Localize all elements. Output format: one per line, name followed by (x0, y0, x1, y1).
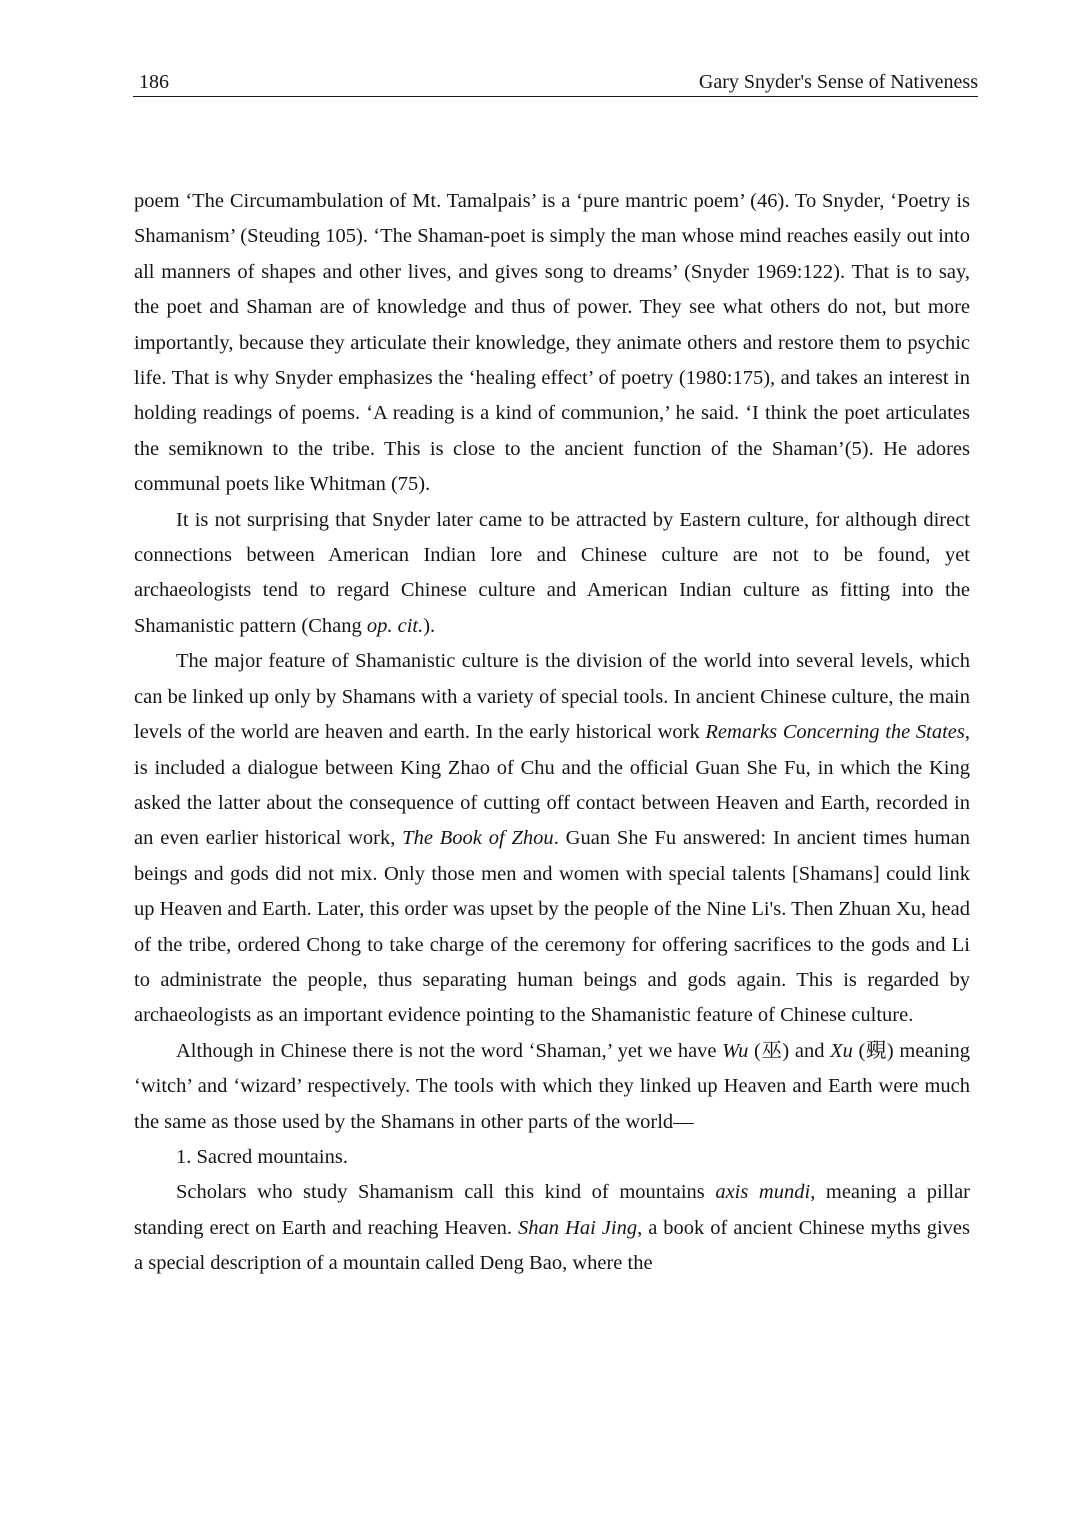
paragraph (134, 184, 970, 503)
text-run: (覡) meaning ‘witch’ and ‘wizard’ respectively. The tools with which they linked up Heaven and Earth were much the same as those used by the Shamans in other parts of the world— (134, 1039, 970, 1133)
text-run: Scholars who study Shamanism call this kind of mountains (176, 1181, 716, 1204)
text-run: , is included a dialogue between King Zhao of Chu and the official Guan She Fu, in which the King asked the latter about the consequence of cutting off contact between Heaven and Earth, recorded in an even earlier historical work, (134, 721, 970, 850)
paragraph (134, 1034, 970, 1140)
body-text (134, 184, 970, 1282)
text-run: ). (423, 614, 436, 637)
text-run: , meaning a pillar standing erect on Earth and reaching Heaven. (134, 1181, 970, 1239)
text-run: . Guan She Fu answered: In ancient times human beings and gods did not mix. Only those men and women with special talents [Shamans] could link up Heaven and Earth. Later, this order was upset by the people of the Nine Li's. Then Zhuan Xu, head of the tribe, ordered Chong to take charge of the ceremony for offering sacrifices to the gods and Li to administrate the people, thus separating human beings and gods again. This is regarded by archaeologists as an important evidence pointing to the Shamanistic feature of Chinese culture. (134, 827, 970, 1027)
page-number: 186 (139, 71, 169, 93)
text-run: It is not surprising that Snyder later came to be attracted by Eastern culture, for although direct connections between American Indian lore and Chinese culture are not to be found, yet archaeologists tend to regard Chinese culture and American Indian culture as fitting into the Shamanistic pattern (Chang (134, 508, 970, 637)
list-item (134, 1140, 970, 1175)
page-header (133, 68, 978, 97)
italic-text: The Book of Zhou (402, 827, 554, 850)
paragraph (134, 503, 970, 645)
text-run: (巫) and (748, 1039, 831, 1062)
italic-text: Xu (830, 1039, 853, 1062)
text-run: poem ‘The Circumambulation of Mt. Tamalpais’ is a ‘pure mantric poem’ (46). To Snyder, ‘Poetry is Shamanism’ (Steuding 105). ‘The Shaman-poet is simply the man whose mind reaches easily out into all manners of shapes and other lives, and gives song to dreams’ (Snyder 1969:122). That is to say, the poet and Shaman are of knowledge and thus of power. They see what others do not, but more importantly, because they articulate their knowledge, they animate others and restore them to psychic life. That is why Snyder emphasizes the ‘healing effect’ of poetry (1980:175), and takes an interest in holding readings of poems. ‘A reading is a kind of communion,’ he said. ‘I think the poet articulates the semiknown to the tribe. This is close to the ancient function of the Shaman’(5). He adores communal poets like Whitman (75). (134, 190, 970, 496)
italic-text: axis mundi (715, 1181, 811, 1204)
italic-text: op. cit. (366, 614, 424, 637)
italic-text: Shan Hai Jing (518, 1216, 638, 1239)
italic-text: Remarks Concerning the States (705, 721, 965, 744)
text-run: Although in Chinese there is not the word ‘Shaman,’ yet we have (176, 1039, 723, 1062)
paragraph (134, 644, 970, 1033)
italic-text: Wu (722, 1039, 749, 1062)
paragraph (134, 1175, 970, 1281)
text-run: The major feature of Shamanistic culture is the division of the world into several levels, which can be linked up only by Shamans with a variety of special tools. In ancient Chinese culture, the main levels of the world are heaven and earth. In the early historical work (134, 650, 970, 744)
text-run: 1. Sacred mountains. (176, 1145, 348, 1168)
running-head: Gary Snyder's Sense of Nativeness (698, 71, 978, 93)
text-run: , a book of ancient Chinese myths gives a special description of a mountain called Deng Bao, where the (134, 1216, 970, 1275)
